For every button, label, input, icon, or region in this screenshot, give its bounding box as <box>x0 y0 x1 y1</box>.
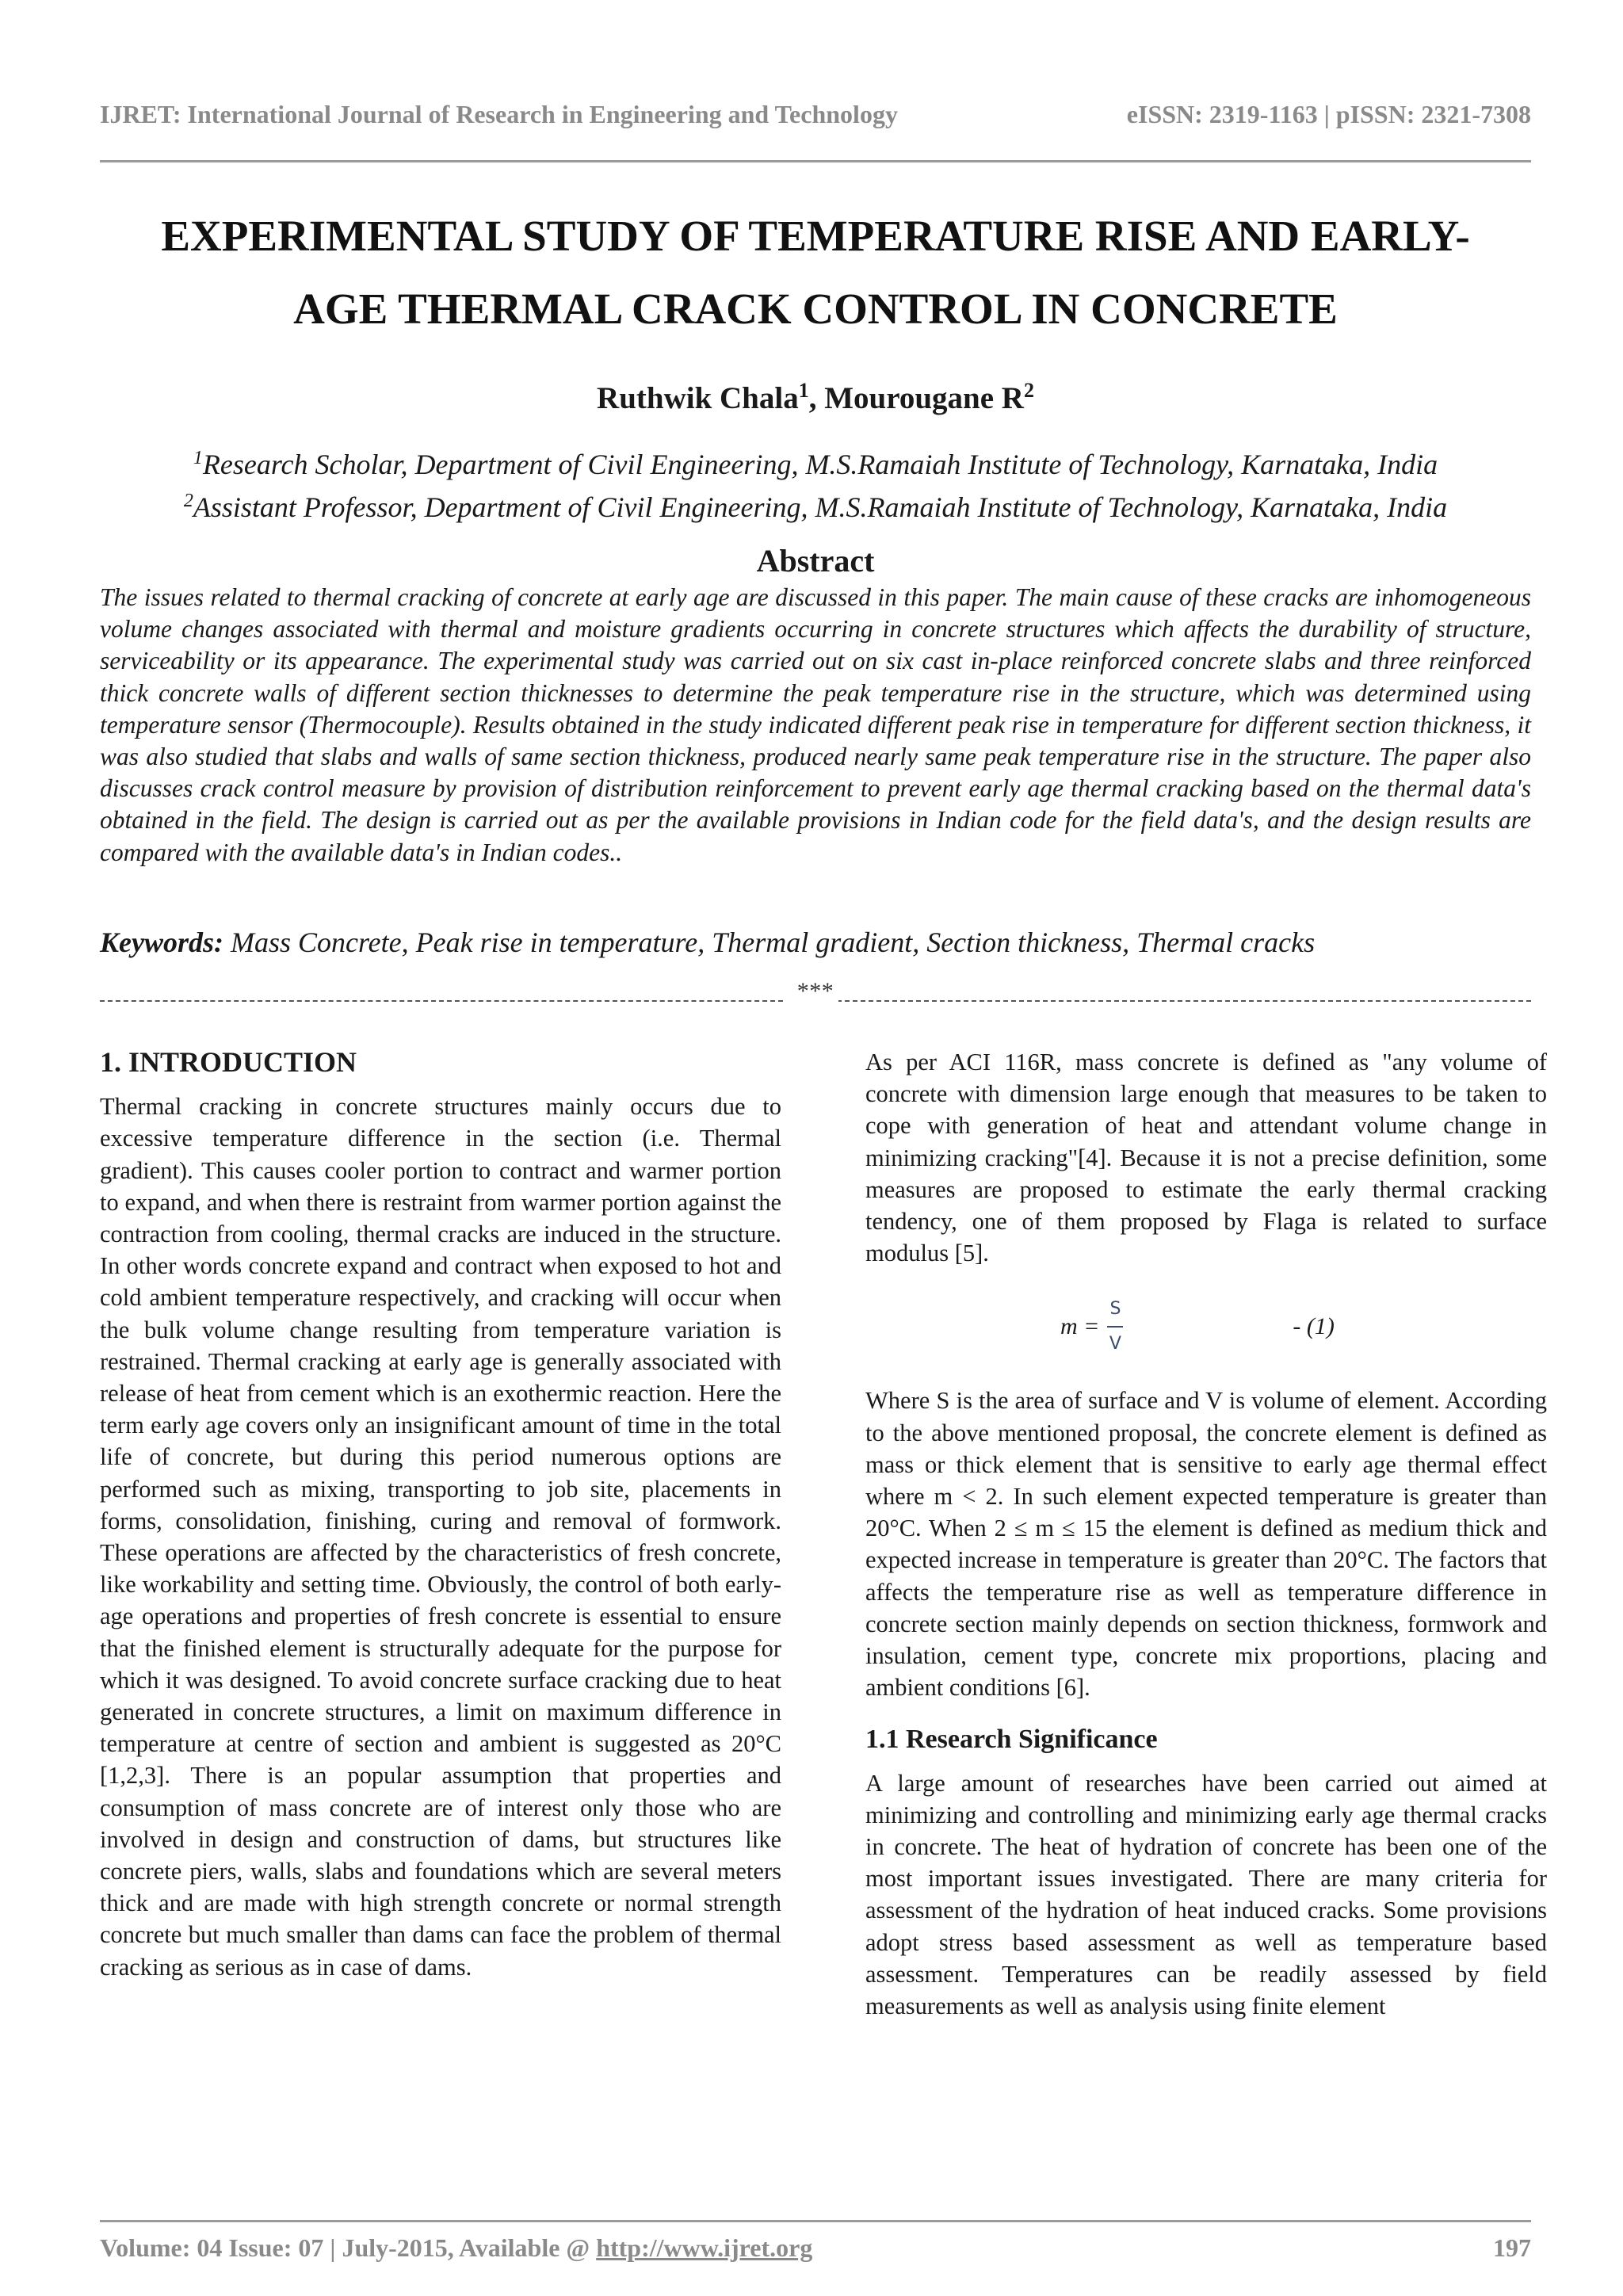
equation-1 <box>865 1283 1547 1370</box>
right-column <box>865 1046 1547 2022</box>
affiliation-2-text: Assistant Professor, Department of Civil Engineering, M.S.Ramaiah Institute of Technology, Karnataka, India <box>193 491 1448 523</box>
footer-volume-text: Volume: 04 Issue: 07 | July-2015, Available @ <box>100 2233 597 2262</box>
equation-number: - (1) <box>1293 1313 1335 1340</box>
journal-name: IJRET: International Journal of Research in Engineering and Technology <box>100 100 898 128</box>
equation-fraction <box>1107 1293 1123 1360</box>
footer-rule <box>100 2220 1531 2222</box>
fraction-numerator: S <box>1109 1299 1121 1320</box>
affiliation-2 <box>100 483 1531 525</box>
author-2: Mourougane R <box>824 381 1024 415</box>
author-1-mark: 1 <box>798 379 809 402</box>
affiliation-2-mark: 2 <box>183 491 193 511</box>
separator-mark: *** <box>792 978 839 1004</box>
research-significance-paragraph: A large amount of researches have been carried out aimed at minimizing and controlling and minimizing early age thermal cracks in concrete. The heat of hydration of concrete has been one of the most important issues investigated. There are many criteria for assessment of the hydration of heat induced cracks. Some provisions adopt stress based assessment as well as temperature based assessment. Temperatures can be readily assessed by field measurements as well as analysis using finite element <box>865 1769 1547 2020</box>
header-rule <box>100 160 1531 162</box>
footer-volume <box>100 2233 812 2263</box>
author-2-mark: 2 <box>1023 379 1034 402</box>
keywords-text: Mass Concrete, Peak rise in temperature, Thermal gradient, Section thickness, Thermal cracks <box>223 926 1316 958</box>
issn: eISSN: 2319-1163 | pISSN: 2321-7308 <box>1126 100 1531 128</box>
abstract-body: The issues related to thermal cracking of concrete at early age are discussed in this paper. The main cause of these cracks are inhomogeneous volume changes associated with thermal and moisture gradients occurring in concrete structures which affects the durability of structure, serviceability or its appearance. The experimental study was carried out on six cast in-place reinforced concrete slabs and three reinforced thick concrete walls of different section thicknesses to determine the peak temperature rise in the structure, which was determined using temperature sensor (Thermocouple). Results obtained in the study indicated different peak rise in temperature for different section thickness, it was also studied that slabs and walls of same section thickness, produced nearly same peak temperature rise in the structure. The paper also discusses crack control measure by provision of distribution reinforcement to prevent early age thermal cracking based on the thermal data's obtained in the field. The design is carried out as per the available provisions in Indian code for the field data's, and the design results are compared with the available data's in Indian codes.. <box>100 583 1531 866</box>
fraction-denominator: V <box>1109 1334 1121 1354</box>
author-1: Ruthwik Chala <box>597 381 799 415</box>
affiliation-1-text: Research Scholar, Department of Civil Engineering, M.S.Ramaiah Institute of Technology, Karnataka, India <box>202 449 1438 480</box>
page-footer <box>100 2233 1531 2263</box>
title-line-2: AGE THERMAL CRACK CONTROL IN CONCRETE <box>293 285 1338 333</box>
intro-heading: 1. INTRODUCTION <box>100 1046 357 1078</box>
research-significance-heading: 1.1 Research Significance <box>865 1725 1158 1755</box>
keywords <box>100 926 1531 959</box>
mass-concrete-paragraph: As per ACI 116R, mass concrete is defined as "any volume of concrete with dimension large enough that measures to be taken to cope with generation of heat and attendant volume change in minimizing cracking"[4]. Because it is not a precise definition, some measures are proposed to estimate the early thermal cracking tendency, one of them proposed by Flaga is related to surface modulus [5]. <box>865 1049 1547 1267</box>
journal-link[interactable]: http://www.ijret.org <box>596 2233 813 2262</box>
intro-paragraph: Thermal cracking in concrete structures mainly occurs due to excessive temperature difference in the section (i.e. Thermal gradient). This causes cooler portion to contract and warmer portion to expand, and when there is restraint from warmer portion against the contraction from cooling, thermal cracks are induced in the structure. In other words concrete expand and contract when exposed to hot and cold ambient temperature respectively, and cracking will occur when the bulk volume change resulting from temperature variation is restrained. Thermal cracking at early age is generally associated with release of heat from cement which is an exothermic reaction. Here the term early age covers only an insignificant amount of time in the total life of concrete, but during this period numerous options are performed such as mixing, transporting to job site, placements in forms, consolidation, finishing, curing and removal of formwork. These operations are affected by the characteristics of fresh concrete, like workability and setting time. Obviously, the control of both early-age operations and properties of fresh concrete is essential to ensure that the finished element is structurally adequate for the purpose for which it was designed. To avoid concrete surface cracking due to heat generated in concrete structures, a limit on maximum difference in temperature at centre of section and ambient is suggested as 20°C [1,2,3]. There is an popular assumption that properties and consumption of mass concrete are of interest only those who are involved in design and construction of dams, but structures like concrete piers, walls, slabs and foundations which are several meters thick and are made with high strength concrete or normal strength concrete but much smaller than dams can face the problem of thermal cracking as serious as in case of dams. <box>100 1093 781 1981</box>
affiliations <box>100 440 1531 525</box>
affiliation-1-mark: 1 <box>193 448 203 468</box>
surface-modulus-paragraph: Where S is the area of surface and V is volume of element. According to the above mentioned proposal, the concrete element is defined as mass or thick element that is sensitive to early age thermal effect where m < 2. In such element expected temperature is greater than 20°C. When 2 ≤ m ≤ 15 the element is defined as medium thick and expected increase in temperature is greater than 20°C. The factors that affects the temperature rise as well as temperature difference in concrete section mainly depends on section thickness, formwork and insulation, cement type, concrete mix proportions, placing and ambient conditions [6]. <box>865 1387 1547 1702</box>
author-separator: , <box>808 381 825 415</box>
fraction-bar <box>1107 1326 1123 1328</box>
paper-title <box>100 200 1531 346</box>
affiliation-1 <box>100 440 1531 483</box>
keywords-label: Keywords: <box>100 926 223 958</box>
equation-lhs: m = <box>1060 1313 1100 1340</box>
abstract-heading: Abstract <box>756 543 875 579</box>
page-number: 197 <box>1493 2233 1531 2262</box>
author-list <box>100 379 1531 416</box>
left-column <box>100 1046 781 1983</box>
section-separator <box>100 978 1531 1005</box>
title-line-1: EXPERIMENTAL STUDY OF TEMPERATURE RISE AND EARLY- <box>161 212 1470 260</box>
running-header <box>100 100 1531 129</box>
